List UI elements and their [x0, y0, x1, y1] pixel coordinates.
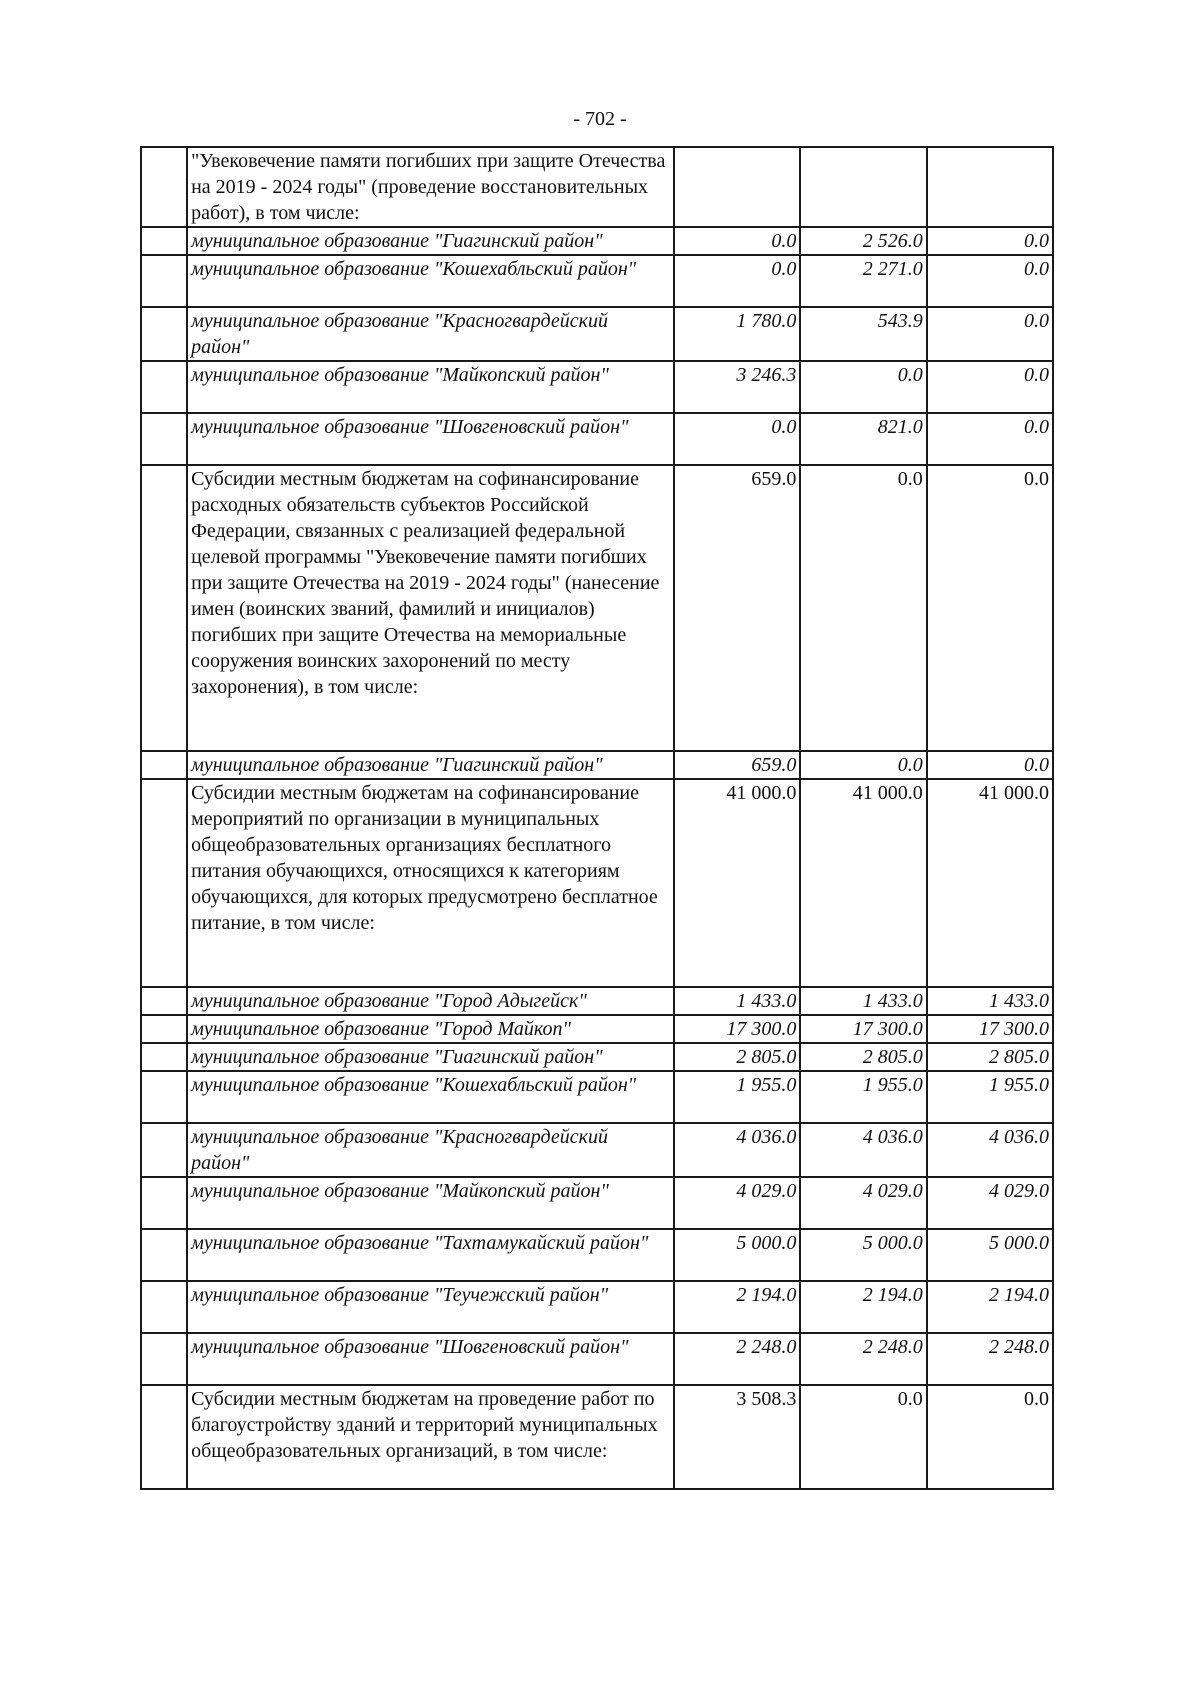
table-row [141, 1177, 1053, 1229]
page-number: - 702 - [573, 108, 627, 130]
row-name: муниципальное образование "Красногвардейский район" [187, 307, 674, 361]
table-row [141, 1333, 1053, 1385]
value-2019: 1 955.0 [674, 1071, 800, 1123]
table-row [141, 307, 1053, 361]
value-2020: 0.0 [800, 751, 926, 779]
value-2020: 1 955.0 [800, 1071, 926, 1123]
row-index-cell [141, 255, 187, 307]
value-2019: 4 036.0 [674, 1123, 800, 1177]
value-2021: 5 000.0 [927, 1229, 1053, 1281]
row-name: муниципальное образование "Кошехабльский район" [187, 1071, 674, 1123]
value-2021: 0.0 [927, 1385, 1053, 1489]
value-2020: 2 194.0 [800, 1281, 926, 1333]
table-row [141, 751, 1053, 779]
row-index-cell [141, 751, 187, 779]
value-2020: 543.9 [800, 307, 926, 361]
row-name: муниципальное образование "Майкопский район" [187, 1177, 674, 1229]
row-index-cell [141, 1281, 187, 1333]
value-2019: 0.0 [674, 413, 800, 465]
row-name: "Увековечение памяти погибших при защите Отечества на 2019 - 2024 годы" (проведение восстановительных работ), в том числе: [187, 147, 674, 227]
row-index-cell [141, 1071, 187, 1123]
value-2019: 17 300.0 [674, 1015, 800, 1043]
row-index-cell [141, 1177, 187, 1229]
value-2021: 4 036.0 [927, 1123, 1053, 1177]
value-2020: 4 029.0 [800, 1177, 926, 1229]
table-row [141, 1123, 1053, 1177]
table-row [141, 147, 1053, 227]
table-row [141, 1043, 1053, 1071]
row-index-cell [141, 1385, 187, 1489]
table-row [141, 255, 1053, 307]
value-2021 [927, 147, 1053, 227]
table-row [141, 987, 1053, 1015]
value-2021: 0.0 [927, 255, 1053, 307]
value-2020: 0.0 [800, 465, 926, 751]
budget-table [140, 146, 1054, 1490]
value-2019: 2 194.0 [674, 1281, 800, 1333]
value-2020: 5 000.0 [800, 1229, 926, 1281]
table-row [141, 1071, 1053, 1123]
value-2019: 659.0 [674, 465, 800, 751]
table-row [141, 227, 1053, 255]
value-2020: 821.0 [800, 413, 926, 465]
value-2021: 2 805.0 [927, 1043, 1053, 1071]
value-2019: 3 508.3 [674, 1385, 800, 1489]
value-2019: 659.0 [674, 751, 800, 779]
table-row [141, 1281, 1053, 1333]
row-index-cell [141, 227, 187, 255]
value-2019: 1 433.0 [674, 987, 800, 1015]
value-2019: 2 248.0 [674, 1333, 800, 1385]
value-2020: 4 036.0 [800, 1123, 926, 1177]
row-index-cell [141, 361, 187, 413]
table-row [141, 413, 1053, 465]
row-name: Субсидии местным бюджетам на софинансирование расходных обязательств субъектов Российской Федерации, связанных с реализацией федеральной целевой программы "Увековечение памяти погибших при защите Отечества на 2019 - 2024 годы" (нанесение имен (воинских званий, фамилий и инициалов) погибших при защите Отечества на мемориальные сооружения воинских захоронений по месту захоронения), в том числе: [187, 465, 674, 751]
row-index-cell [141, 1015, 187, 1043]
value-2020: 0.0 [800, 1385, 926, 1489]
row-name: муниципальное образование "Майкопский район" [187, 361, 674, 413]
row-index-cell [141, 147, 187, 227]
row-index-cell [141, 1229, 187, 1281]
value-2021: 41 000.0 [927, 779, 1053, 987]
row-index-cell [141, 413, 187, 465]
value-2019: 0.0 [674, 255, 800, 307]
value-2019: 41 000.0 [674, 779, 800, 987]
table-row [141, 1015, 1053, 1043]
row-index-cell [141, 1123, 187, 1177]
value-2021: 1 955.0 [927, 1071, 1053, 1123]
value-2020: 17 300.0 [800, 1015, 926, 1043]
row-name: муниципальное образование "Шовгеновский район" [187, 1333, 674, 1385]
row-index-cell [141, 1043, 187, 1071]
value-2019: 5 000.0 [674, 1229, 800, 1281]
table-row [141, 1385, 1053, 1489]
table-row [141, 779, 1053, 987]
value-2021: 0.0 [927, 307, 1053, 361]
value-2021: 0.0 [927, 361, 1053, 413]
row-name: Субсидии местным бюджетам на софинансирование мероприятий по организации в муниципальных общеобразовательных организациях бесплатного питания обучающихся, относящихся к категориям обучающихся, для которых предусмотрено бесплатное питание, в том числе: [187, 779, 674, 987]
row-index-cell [141, 987, 187, 1015]
value-2021: 17 300.0 [927, 1015, 1053, 1043]
row-name: муниципальное образование "Кошехабльский район" [187, 255, 674, 307]
table-row [141, 361, 1053, 413]
value-2020: 2 248.0 [800, 1333, 926, 1385]
value-2020: 41 000.0 [800, 779, 926, 987]
row-index-cell [141, 779, 187, 987]
value-2020: 1 433.0 [800, 987, 926, 1015]
row-name: муниципальное образование "Город Майкоп" [187, 1015, 674, 1043]
table-row [141, 1229, 1053, 1281]
value-2021: 1 433.0 [927, 987, 1053, 1015]
row-name: муниципальное образование "Красногвардейский район" [187, 1123, 674, 1177]
value-2021: 0.0 [927, 227, 1053, 255]
value-2021: 4 029.0 [927, 1177, 1053, 1229]
value-2020: 2 526.0 [800, 227, 926, 255]
value-2020 [800, 147, 926, 227]
row-name: Субсидии местным бюджетам на проведение работ по благоустройству зданий и территорий муниципальных общеобразовательных организаций, в том числе: [187, 1385, 674, 1489]
value-2020: 2 271.0 [800, 255, 926, 307]
value-2019 [674, 147, 800, 227]
row-index-cell [141, 465, 187, 751]
table-row [141, 465, 1053, 751]
row-name: муниципальное образование "Город Адыгейск" [187, 987, 674, 1015]
value-2021: 2 194.0 [927, 1281, 1053, 1333]
value-2021: 0.0 [927, 751, 1053, 779]
value-2019: 4 029.0 [674, 1177, 800, 1229]
value-2019: 1 780.0 [674, 307, 800, 361]
row-name: муниципальное образование "Гиагинский район" [187, 1043, 674, 1071]
row-name: муниципальное образование "Тахтамукайский район" [187, 1229, 674, 1281]
value-2019: 2 805.0 [674, 1043, 800, 1071]
value-2020: 0.0 [800, 361, 926, 413]
row-index-cell [141, 1333, 187, 1385]
value-2021: 2 248.0 [927, 1333, 1053, 1385]
value-2019: 3 246.3 [674, 361, 800, 413]
value-2021: 0.0 [927, 413, 1053, 465]
row-index-cell [141, 307, 187, 361]
row-name: муниципальное образование "Теучежский район" [187, 1281, 674, 1333]
row-name: муниципальное образование "Шовгеновский район" [187, 413, 674, 465]
value-2019: 0.0 [674, 227, 800, 255]
value-2020: 2 805.0 [800, 1043, 926, 1071]
row-name: муниципальное образование "Гиагинский район" [187, 227, 674, 255]
value-2021: 0.0 [927, 465, 1053, 751]
row-name: муниципальное образование "Гиагинский район" [187, 751, 674, 779]
